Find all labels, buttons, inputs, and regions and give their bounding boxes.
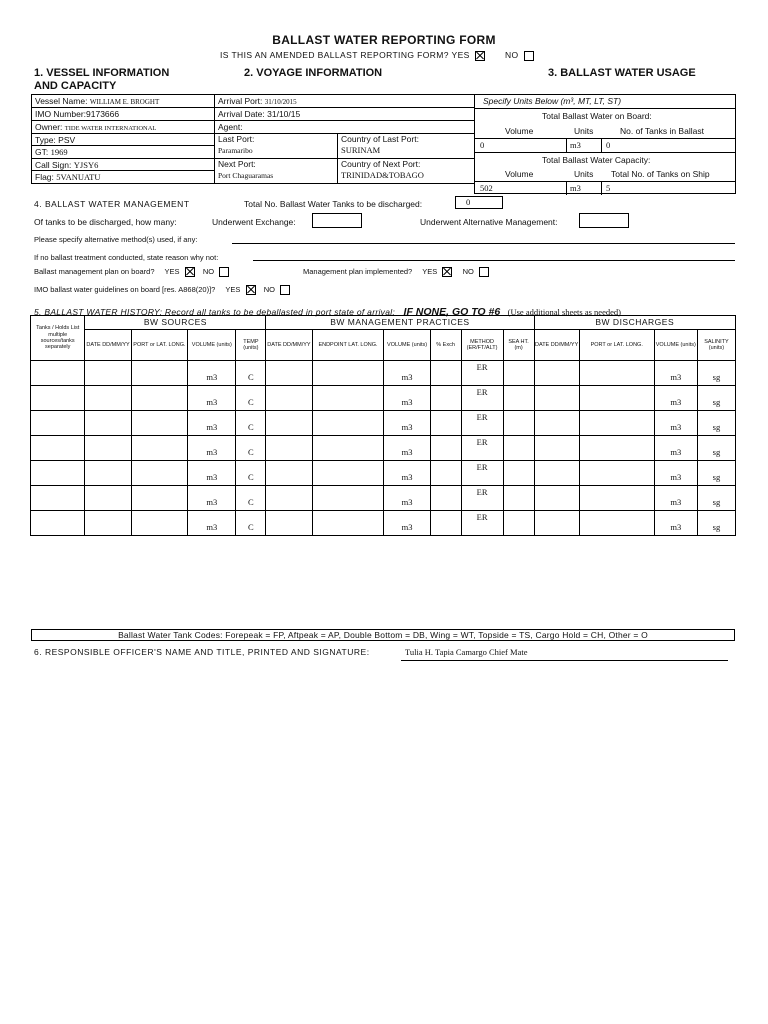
- cell-mgmt-exch[interactable]: [430, 436, 461, 461]
- cell-src-temp[interactable]: [236, 361, 266, 386]
- cell-mgmt-volume-value: m3: [401, 472, 413, 483]
- cell-dis-salinity[interactable]: [697, 411, 735, 436]
- cell-mgmt-volume[interactable]: [384, 461, 430, 486]
- section-1-line1: 1. VESSEL INFORMATION: [34, 67, 170, 79]
- cell-mgmt-volume-value: m3: [401, 447, 413, 458]
- table-row: [31, 436, 736, 461]
- cell-dis-date[interactable]: [534, 511, 579, 536]
- cell-src-date[interactable]: [85, 436, 131, 461]
- form-title: BALLAST WATER REPORTING FORM: [272, 33, 496, 47]
- bw-sources-header: BW SOURCES: [85, 316, 266, 330]
- cell-src-volume[interactable]: [188, 361, 236, 386]
- amended-yes-label: YES: [451, 50, 470, 60]
- cell-dis-volume[interactable]: [654, 386, 697, 411]
- col-mgmt-exch: % Exch: [430, 330, 461, 361]
- cell-mgmt-volume[interactable]: [384, 411, 430, 436]
- alternative-label: Underwent Alternative Management:: [420, 217, 558, 227]
- cell-tank[interactable]: [31, 511, 85, 536]
- cell-src-date[interactable]: [85, 511, 131, 536]
- cell-mgmt-volume[interactable]: [384, 436, 430, 461]
- cell-src-port[interactable]: [131, 511, 188, 536]
- last-port-cell[interactable]: Last Port: Paramaribo: [215, 134, 338, 159]
- cell-mgmt-date[interactable]: [266, 486, 312, 511]
- officer-value[interactable]: Tulia H. Tapia Camargo Chief Mate: [405, 647, 528, 657]
- onboard-col-tanks: No. of Tanks in Ballast: [620, 126, 704, 136]
- imo-guidelines-label: IMO ballast water guidelines on board [res. A868(20)]?: [34, 285, 216, 294]
- alternative-box[interactable]: [579, 213, 629, 228]
- cell-dis-salinity-value: sg: [712, 372, 721, 383]
- cell-mgmt-endpoint[interactable]: [312, 386, 384, 411]
- gt-cell[interactable]: GT: 1969: [32, 146, 215, 159]
- cell-mgmt-sea-ht[interactable]: [503, 386, 534, 411]
- history-heading: 5. BALLAST WATER HISTORY: Record all tanks to be deballasted in port state of arrival;: [34, 307, 396, 317]
- flag-cell[interactable]: Flag: 5VANUATU: [32, 171, 215, 184]
- onboard-tanks-value[interactable]: 0: [606, 140, 611, 150]
- cell-mgmt-date[interactable]: [266, 386, 312, 411]
- cell-src-temp[interactable]: [236, 461, 266, 486]
- col-dis-date: DATE DD/MM/YY: [534, 330, 579, 361]
- bw-practices-header: BW MANAGEMENT PRACTICES: [266, 316, 534, 330]
- amended-no-checkbox[interactable]: [524, 51, 534, 61]
- next-port-cell[interactable]: Next Port: Port Chaguaramas: [215, 159, 338, 184]
- col-src-volume: VOLUME (units): [188, 330, 236, 361]
- exchange-label: Underwent Exchange:: [212, 217, 296, 227]
- cell-dis-salinity-value: sg: [712, 447, 721, 458]
- additional-sheets-note: (Use additional sheets as needed): [507, 307, 621, 317]
- cell-src-volume-value: m3: [206, 397, 218, 408]
- cell-mgmt-exch[interactable]: [430, 411, 461, 436]
- cell-dis-volume-value: m3: [670, 422, 682, 433]
- implemented-yes-checkbox[interactable]: [442, 267, 452, 277]
- cell-src-port[interactable]: [131, 461, 188, 486]
- table-row: [31, 486, 736, 511]
- imo-yes-label: YES: [225, 285, 241, 294]
- cell-src-port[interactable]: [131, 486, 188, 511]
- cell-mgmt-exch[interactable]: [430, 511, 461, 536]
- call-sign-cell[interactable]: Call Sign: YJSY6: [32, 159, 215, 171]
- cell-mgmt-date[interactable]: [266, 436, 312, 461]
- cell-mgmt-sea-ht[interactable]: [503, 411, 534, 436]
- alt-method-line[interactable]: [232, 243, 735, 244]
- plan-row: [34, 267, 229, 277]
- cell-dis-date[interactable]: [534, 386, 579, 411]
- cell-src-volume-value: m3: [206, 372, 218, 383]
- cell-mgmt-volume[interactable]: [384, 386, 430, 411]
- onboard-col-units: Units: [574, 126, 594, 136]
- plan-yes-label: YES: [164, 267, 180, 276]
- cell-src-volume[interactable]: [188, 436, 236, 461]
- cell-src-date[interactable]: [85, 461, 131, 486]
- onboard-units-value[interactable]: m3: [570, 140, 581, 150]
- agent-cell[interactable]: Agent:: [215, 121, 475, 134]
- cell-mgmt-method[interactable]: [461, 436, 503, 461]
- cell-dis-date[interactable]: [534, 486, 579, 511]
- tank-codes-text: Ballast Water Tank Codes: Forepeak = FP, Aftpeak = AP, Double Bottom = DB, Wing = WT, Topside = TS, Cargo Hold = CH, Other = O: [118, 630, 648, 640]
- cell-src-date[interactable]: [85, 386, 131, 411]
- cell-src-volume-value: m3: [206, 472, 218, 483]
- cell-mgmt-method[interactable]: [461, 486, 503, 511]
- col-dis-port: PORT or LAT. LONG.: [579, 330, 654, 361]
- type-cell[interactable]: Type: PSV: [32, 134, 215, 146]
- cell-dis-port[interactable]: [579, 411, 654, 436]
- cell-dis-volume[interactable]: [654, 461, 697, 486]
- cell-mgmt-method[interactable]: [461, 461, 503, 486]
- table-row: [31, 386, 736, 411]
- cell-mgmt-volume[interactable]: [384, 511, 430, 536]
- bw-history-rows: [31, 361, 736, 536]
- cell-mgmt-method-value: ER: [476, 462, 488, 472]
- cell-src-temp[interactable]: [236, 511, 266, 536]
- cell-src-temp-value: C: [248, 472, 254, 483]
- implemented-label: Management plan implemented?: [303, 267, 413, 276]
- cell-src-port[interactable]: [131, 386, 188, 411]
- cell-src-temp-value: C: [248, 497, 254, 508]
- cell-dis-volume[interactable]: [654, 486, 697, 511]
- cell-dis-date[interactable]: [534, 461, 579, 486]
- cell-mgmt-date[interactable]: [266, 511, 312, 536]
- implemented-no-checkbox[interactable]: [479, 267, 489, 277]
- exchange-box[interactable]: [312, 213, 362, 228]
- cell-mgmt-exch[interactable]: [430, 486, 461, 511]
- cell-mgmt-endpoint[interactable]: [312, 436, 384, 461]
- col-dis-salinity: SALINITY (units): [697, 330, 735, 361]
- cell-mgmt-exch[interactable]: [430, 386, 461, 411]
- col-mgmt-method: METHOD (ER/FT/ALT): [461, 330, 503, 361]
- deballast-value: 0: [466, 197, 471, 207]
- cell-dis-volume-value: m3: [670, 397, 682, 408]
- cell-tank[interactable]: [31, 386, 85, 411]
- col-mgmt-date: DATE DD/MM/YY: [266, 330, 312, 361]
- col-src-date: DATE DD/MM/YY: [85, 330, 131, 361]
- cell-mgmt-method[interactable]: [461, 511, 503, 536]
- cell-mgmt-method-value: ER: [476, 362, 488, 372]
- table-row: [31, 461, 736, 486]
- section-1-line2: AND CAPACITY: [34, 80, 117, 92]
- cell-dis-volume[interactable]: [654, 436, 697, 461]
- plan-yes-checkbox[interactable]: [185, 267, 195, 277]
- cell-src-volume-value: m3: [206, 497, 218, 508]
- owner-cell[interactable]: Owner: TIDE WATER INTERNATIONAL: [32, 121, 215, 134]
- cell-mgmt-volume[interactable]: [384, 361, 430, 386]
- cell-dis-date[interactable]: [534, 411, 579, 436]
- cell-mgmt-endpoint[interactable]: [312, 411, 384, 436]
- cell-dis-salinity[interactable]: [697, 486, 735, 511]
- cell-dis-volume-value: m3: [670, 497, 682, 508]
- col-mgmt-volume: VOLUME (units): [384, 330, 430, 361]
- amended-no-label: NO: [505, 50, 519, 60]
- imo-number-cell[interactable]: IMO Number:9173666: [32, 108, 215, 121]
- col-mgmt-endpoint: ENDPOINT LAT. LONG.: [312, 330, 384, 361]
- cell-mgmt-method-value: ER: [476, 512, 488, 522]
- cell-dis-port[interactable]: [579, 486, 654, 511]
- table-row: [31, 411, 736, 436]
- cell-mgmt-method[interactable]: [461, 361, 503, 386]
- capacity-tanks-value[interactable]: 5: [606, 183, 611, 193]
- cell-dis-date[interactable]: [534, 436, 579, 461]
- cell-mgmt-endpoint[interactable]: [312, 461, 384, 486]
- cell-tank[interactable]: [31, 436, 85, 461]
- cell-mgmt-volume-value: m3: [401, 522, 413, 533]
- cell-dis-volume-value: m3: [670, 447, 682, 458]
- cell-dis-salinity[interactable]: [697, 436, 735, 461]
- imo-yes-checkbox[interactable]: [246, 285, 256, 295]
- cell-src-volume-value: m3: [206, 447, 218, 458]
- cell-dis-volume-value: m3: [670, 472, 682, 483]
- cell-mgmt-method-value: ER: [476, 437, 488, 447]
- cell-mgmt-date[interactable]: [266, 361, 312, 386]
- cell-src-port[interactable]: [131, 436, 188, 461]
- imo-no-checkbox[interactable]: [280, 285, 290, 295]
- capacity-volume-value[interactable]: 502: [480, 183, 493, 193]
- arrival-port-cell[interactable]: Arrival Port: 31/10/2015: [215, 95, 475, 108]
- imo-guidelines-row: [34, 285, 290, 295]
- cell-tank[interactable]: [31, 361, 85, 386]
- cell-src-temp-value: C: [248, 522, 254, 533]
- cell-dis-salinity[interactable]: [697, 511, 735, 536]
- cell-src-volume[interactable]: [188, 411, 236, 436]
- cell-dis-volume-value: m3: [670, 372, 682, 383]
- country-next-port-cell[interactable]: Country of Next Port: TRINIDAD&TOBAGO: [338, 159, 475, 184]
- cell-src-temp-value: C: [248, 447, 254, 458]
- cell-src-temp[interactable]: [236, 436, 266, 461]
- tanks-discharged-label: Of tanks to be discharged, how many:: [34, 217, 177, 227]
- capacity-col-tanks: Total No. of Tanks on Ship: [611, 169, 710, 179]
- cell-mgmt-volume-value: m3: [401, 372, 413, 383]
- imo-no-label: NO: [263, 285, 275, 294]
- cell-mgmt-sea-ht[interactable]: [503, 511, 534, 536]
- cell-mgmt-method[interactable]: [461, 386, 503, 411]
- table-row: [31, 511, 736, 536]
- officer-signature-line[interactable]: [401, 660, 728, 661]
- cell-dis-salinity-value: sg: [712, 497, 721, 508]
- cell-src-temp[interactable]: [236, 486, 266, 511]
- cell-src-date[interactable]: [85, 411, 131, 436]
- if-none-text: IF NONE, GO TO #6: [403, 306, 501, 318]
- cell-tank[interactable]: [31, 486, 85, 511]
- cell-dis-volume[interactable]: [654, 361, 697, 386]
- plan-label: Ballast management plan on board?: [34, 267, 155, 276]
- cell-dis-salinity[interactable]: [697, 461, 735, 486]
- plan-no-checkbox[interactable]: [219, 267, 229, 277]
- implemented-yes-label: YES: [422, 267, 438, 276]
- cell-tank[interactable]: [31, 411, 85, 436]
- cell-dis-salinity-value: sg: [712, 522, 721, 533]
- tank-codes-box: [31, 629, 735, 641]
- vessel-name-cell[interactable]: Vessel Name: WILLIAM E. BROGHT: [32, 95, 215, 108]
- cell-dis-port[interactable]: [579, 511, 654, 536]
- cell-src-volume[interactable]: [188, 486, 236, 511]
- cell-src-temp-value: C: [248, 422, 254, 433]
- cell-src-port[interactable]: [131, 411, 188, 436]
- usage-table: [474, 94, 736, 194]
- cell-mgmt-exch[interactable]: [430, 461, 461, 486]
- cell-mgmt-volume[interactable]: [384, 486, 430, 511]
- section-1-heading: [34, 67, 169, 93]
- bw-discharges-header: BW DISCHARGES: [534, 316, 735, 330]
- col-src-port: PORT or LAT. LONG.: [131, 330, 188, 361]
- cell-mgmt-exch[interactable]: [430, 361, 461, 386]
- alt-method-label: Please specify alternative method(s) used, if any:: [34, 235, 198, 244]
- cell-src-volume[interactable]: [188, 386, 236, 411]
- total-on-board-label: Total Ballast Water on Board:: [542, 111, 652, 121]
- arrival-date-cell[interactable]: Arrival Date: 31/10/15: [215, 108, 475, 121]
- cell-dis-port[interactable]: [579, 461, 654, 486]
- cell-mgmt-method-value: ER: [476, 412, 488, 422]
- cell-dis-volume[interactable]: [654, 411, 697, 436]
- implemented-no-label: NO: [462, 267, 474, 276]
- cell-src-temp-value: C: [248, 397, 254, 408]
- cell-mgmt-endpoint[interactable]: [312, 511, 384, 536]
- deballast-value-box[interactable]: [455, 196, 503, 209]
- cell-dis-port[interactable]: [579, 386, 654, 411]
- units-label: Specify Units Below (m³, MT, LT, ST): [483, 96, 622, 106]
- vessel-voyage-table: [31, 94, 475, 184]
- country-last-port-cell[interactable]: Country of Last Port: SURINAM: [338, 134, 475, 159]
- implemented-row: [303, 267, 489, 277]
- section-3-heading: 3. BALLAST WATER USAGE: [548, 67, 696, 79]
- amended-question: [220, 50, 534, 61]
- capacity-units-value[interactable]: m3: [570, 183, 581, 193]
- cell-tank[interactable]: [31, 461, 85, 486]
- onboard-col-volume: Volume: [505, 126, 534, 136]
- table-row: [31, 361, 736, 386]
- capacity-col-volume: Volume: [505, 169, 534, 179]
- deballast-label: Total No. Ballast Water Tanks to be discharged:: [244, 199, 423, 209]
- cell-mgmt-sea-ht[interactable]: [503, 486, 534, 511]
- cell-mgmt-sea-ht[interactable]: [503, 436, 534, 461]
- cell-src-date[interactable]: [85, 361, 131, 386]
- tanks-holds-header: Tanks / Holds List multiple sources/tanks separately: [31, 316, 85, 361]
- cell-dis-salinity-value: sg: [712, 472, 721, 483]
- cell-mgmt-sea-ht[interactable]: [503, 361, 534, 386]
- cell-mgmt-date[interactable]: [266, 461, 312, 486]
- amended-yes-checkbox[interactable]: [475, 51, 485, 61]
- onboard-volume-value[interactable]: 0: [480, 140, 485, 150]
- cell-src-volume-value: m3: [206, 422, 218, 433]
- cell-src-port[interactable]: [131, 361, 188, 386]
- cell-mgmt-volume-value: m3: [401, 397, 413, 408]
- cell-mgmt-volume-value: m3: [401, 422, 413, 433]
- cell-dis-port[interactable]: [579, 436, 654, 461]
- cell-src-volume[interactable]: [188, 461, 236, 486]
- cell-src-date[interactable]: [85, 486, 131, 511]
- cell-mgmt-method[interactable]: [461, 411, 503, 436]
- section-2-heading: 2. VOYAGE INFORMATION: [244, 67, 383, 79]
- plan-no-label: NO: [202, 267, 215, 276]
- col-src-temp: TEMP (units): [236, 330, 266, 361]
- cell-src-temp[interactable]: [236, 386, 266, 411]
- cell-dis-port[interactable]: [579, 361, 654, 386]
- officer-label: 6. RESPONSIBLE OFFICER'S NAME AND TITLE, PRINTED AND SIGNATURE:: [34, 647, 370, 657]
- cell-dis-salinity[interactable]: [697, 386, 735, 411]
- cell-mgmt-date[interactable]: [266, 411, 312, 436]
- cell-src-temp-value: C: [248, 372, 254, 383]
- bw-history-table: [30, 315, 736, 536]
- cell-src-volume-value: m3: [206, 522, 218, 533]
- no-treatment-line[interactable]: [253, 260, 735, 261]
- cell-dis-salinity-value: sg: [712, 397, 721, 408]
- amended-question-text: IS THIS AN AMENDED BALLAST REPORTING FORM?: [220, 50, 449, 60]
- cell-mgmt-endpoint[interactable]: [312, 361, 384, 386]
- col-mgmt-sea-ht: SEA HT. (m): [503, 330, 534, 361]
- cell-src-volume[interactable]: [188, 511, 236, 536]
- cell-dis-volume-value: m3: [670, 522, 682, 533]
- cell-dis-salinity[interactable]: [697, 361, 735, 386]
- cell-src-temp[interactable]: [236, 411, 266, 436]
- cell-dis-salinity-value: sg: [712, 422, 721, 433]
- col-dis-volume: VOLUME (units): [654, 330, 697, 361]
- cell-mgmt-method-value: ER: [476, 387, 488, 397]
- cell-mgmt-endpoint[interactable]: [312, 486, 384, 511]
- cell-mgmt-volume-value: m3: [401, 497, 413, 508]
- cell-dis-date[interactable]: [534, 361, 579, 386]
- section-4-heading: 4. BALLAST WATER MANAGEMENT: [34, 199, 190, 209]
- cell-dis-volume[interactable]: [654, 511, 697, 536]
- cell-mgmt-sea-ht[interactable]: [503, 461, 534, 486]
- capacity-label: Total Ballast Water Capacity:: [542, 155, 651, 165]
- capacity-col-units: Units: [574, 169, 594, 179]
- cell-mgmt-method-value: ER: [476, 487, 488, 497]
- no-treatment-label: If no ballast treatment conducted, state reason why not:: [34, 253, 219, 262]
